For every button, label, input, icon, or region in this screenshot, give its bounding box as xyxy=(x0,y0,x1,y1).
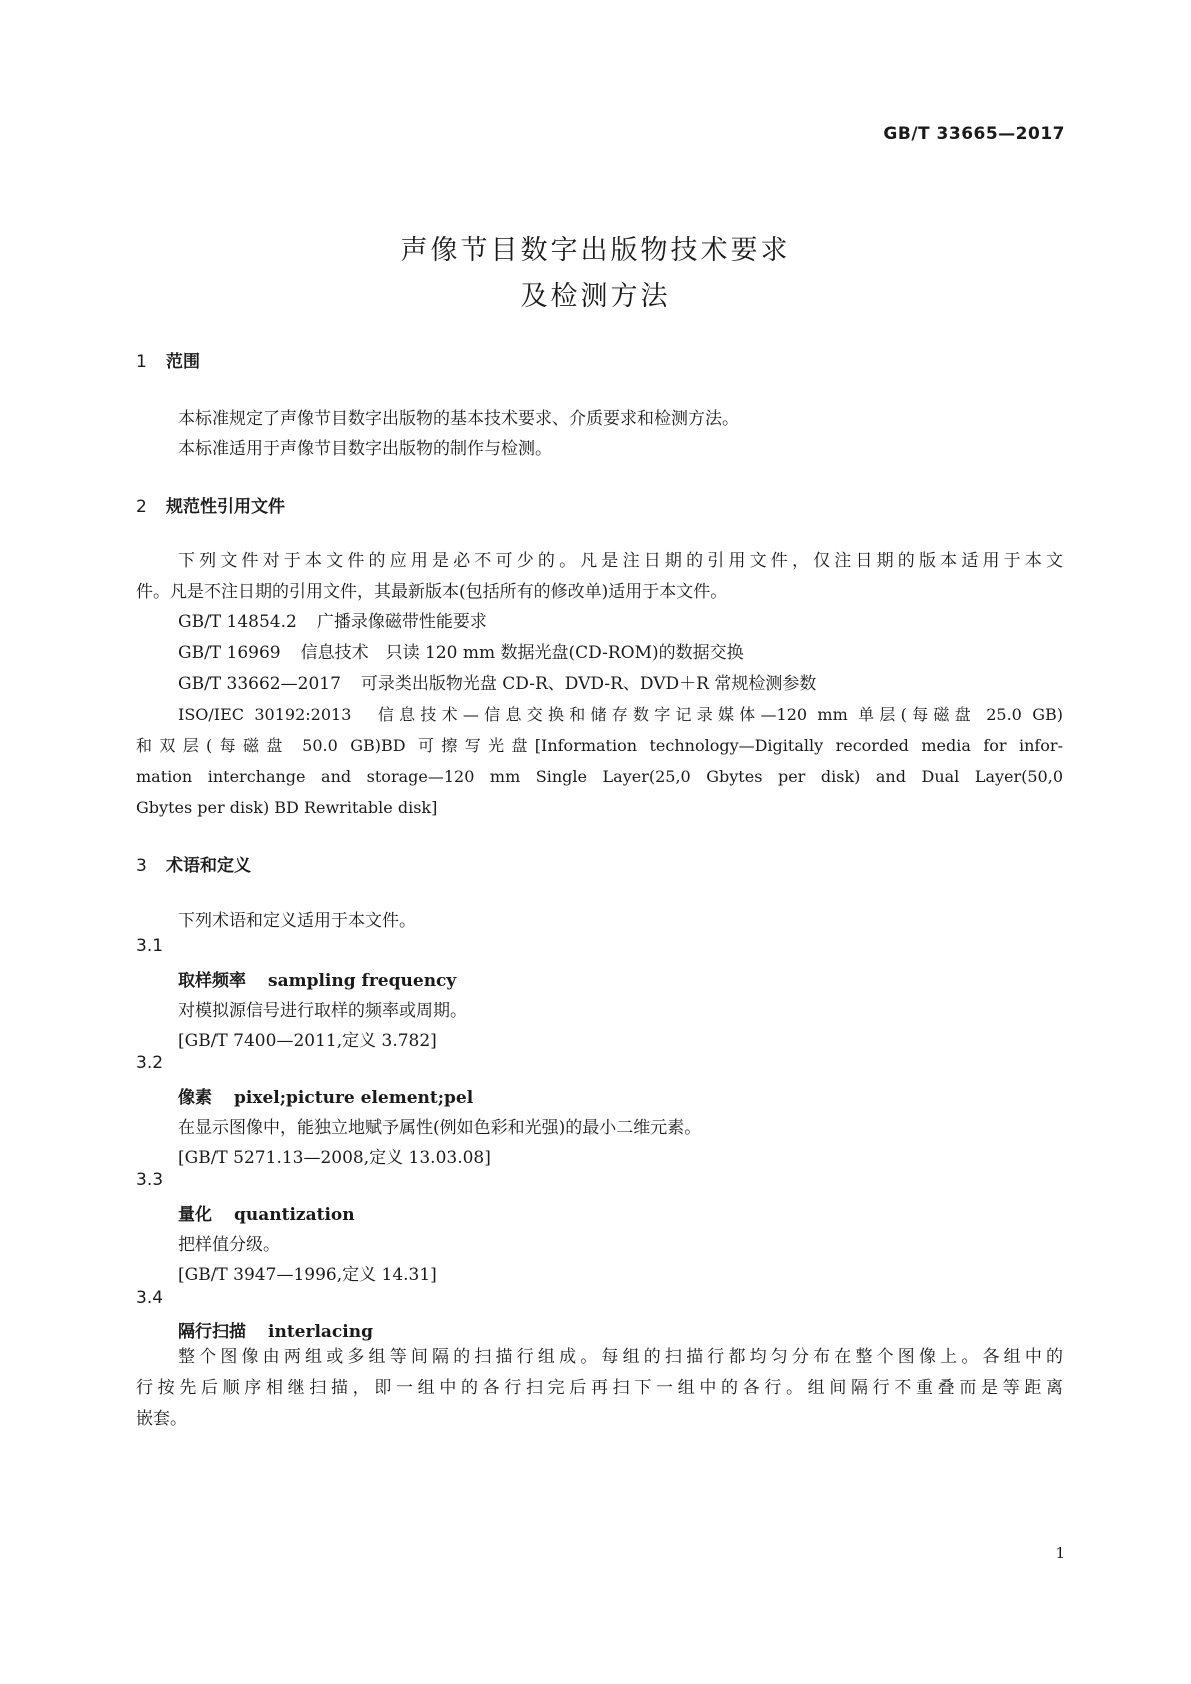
reference-2-code: GB/T 16969 xyxy=(178,643,281,663)
term-3-3-zh: 量化 xyxy=(178,1205,212,1225)
reference-1-code: GB/T 14854.2 xyxy=(178,612,297,632)
document-title-line-2: 及检测方法 xyxy=(520,281,671,312)
term-3-4-definition-line-3: 嵌套。 xyxy=(136,1409,187,1429)
term-3-4-heading xyxy=(178,1317,373,1342)
reference-iso-line-4: Gbytes per disk) BD Rewritable disk] xyxy=(136,798,438,817)
section-1-paragraph-2: 本标准适用于声像节目数字出版物的制作与检测。 xyxy=(178,439,552,459)
term-3-2-en: pixel;picture element;pel xyxy=(234,1088,474,1108)
term-3-2-heading xyxy=(178,1083,473,1108)
section-3-intro: 下列术语和定义适用于本文件。 xyxy=(178,911,416,931)
term-3-3-en: quantization xyxy=(234,1205,355,1225)
term-3-2-number: 3.2 xyxy=(136,1053,164,1073)
document-title-line-1: 声像节目数字出版物技术要求 xyxy=(400,235,791,266)
section-1-title: 范围 xyxy=(166,352,200,372)
reference-3-code: GB/T 33662—2017 xyxy=(178,674,341,694)
section-2-number: 2 xyxy=(136,497,147,517)
standard-number: GB/T 33665—2017 xyxy=(883,124,1065,144)
section-2-heading xyxy=(136,492,285,517)
reference-iso-line-2: 和双层(每磁盘 50.0 GB)BD 可擦写光盘[Information technology—Digitally recorded media for infor- xyxy=(136,736,1063,755)
term-3-1-definition: 对模拟源信号进行取样的频率或周期。 xyxy=(178,1001,467,1021)
section-3-number: 3 xyxy=(136,856,147,876)
section-2-intro-line-1: 下列文件对于本文件的应用是必不可少的。凡是注日期的引用文件，仅注日期的版本适用于本文 xyxy=(178,551,1063,571)
term-3-3-source: [GB/T 3947—1996,定义 14.31] xyxy=(178,1265,437,1285)
reference-3-title: 可录类出版物光盘 CD-R、DVD-R、DVD＋R 常规检测参数 xyxy=(360,674,817,694)
section-2-intro-line-2: 件。凡是不注日期的引用文件，其最新版本(包括所有的修改单)适用于本文件。 xyxy=(136,582,728,602)
page-number: 1 xyxy=(1055,1544,1065,1562)
term-3-1-number: 3.1 xyxy=(136,936,164,956)
term-3-2-zh: 像素 xyxy=(178,1088,212,1108)
reference-2 xyxy=(178,638,744,663)
reference-iso-line-1: ISO/IEC 30192:2013 信息技术—信息交换和储存数字记录媒体—120 mm 单层(每磁盘 25.0 GB) xyxy=(178,705,1063,724)
reference-1 xyxy=(178,607,487,632)
term-3-3-definition: 把样值分级。 xyxy=(178,1235,280,1255)
term-3-4-zh: 隔行扫描 xyxy=(178,1322,246,1342)
section-1-number: 1 xyxy=(136,352,147,372)
section-3-title: 术语和定义 xyxy=(166,856,251,876)
section-1-paragraph-1: 本标准规定了声像节目数字出版物的基本技术要求、介质要求和检测方法。 xyxy=(178,409,739,429)
term-3-4-definition-line-2: 行按先后顺序相继扫描，即一组中的各行扫完后再扫下一组中的各行。组间隔行不重叠而是等距离 xyxy=(136,1378,1063,1398)
section-3-heading xyxy=(136,851,251,876)
term-3-4-en: interlacing xyxy=(268,1322,373,1342)
reference-1-title: 广播录像磁带性能要求 xyxy=(316,612,487,632)
reference-2-title: 信息技术 只读 120 mm 数据光盘(CD-ROM)的数据交换 xyxy=(300,643,744,663)
section-1-heading xyxy=(136,347,200,372)
term-3-2-definition: 在显示图像中，能独立地赋予属性(例如色彩和光强)的最小二维元素。 xyxy=(178,1118,702,1138)
term-3-2-source: [GB/T 5271.13—2008,定义 13.03.08] xyxy=(178,1148,491,1168)
term-3-1-source: [GB/T 7400—2011,定义 3.782] xyxy=(178,1031,437,1051)
term-3-1-heading xyxy=(178,966,456,991)
term-3-3-number: 3.3 xyxy=(136,1170,164,1190)
section-2-title: 规范性引用文件 xyxy=(166,497,285,517)
term-3-3-heading xyxy=(178,1200,355,1225)
reference-3 xyxy=(178,669,816,694)
term-3-4-number: 3.4 xyxy=(136,1288,164,1308)
reference-iso-line-3: mation interchange and storage—120 mm Single Layer(25,0 Gbytes per disk) and Dual Layer(50,0 xyxy=(136,767,1063,786)
term-3-4-definition-line-1: 整个图像由两组或多组等间隔的扫描行组成。每组的扫描行都均匀分布在整个图像上。各组中的 xyxy=(178,1347,1063,1367)
term-3-1-en: sampling frequency xyxy=(268,971,457,991)
term-3-1-zh: 取样频率 xyxy=(178,971,246,991)
